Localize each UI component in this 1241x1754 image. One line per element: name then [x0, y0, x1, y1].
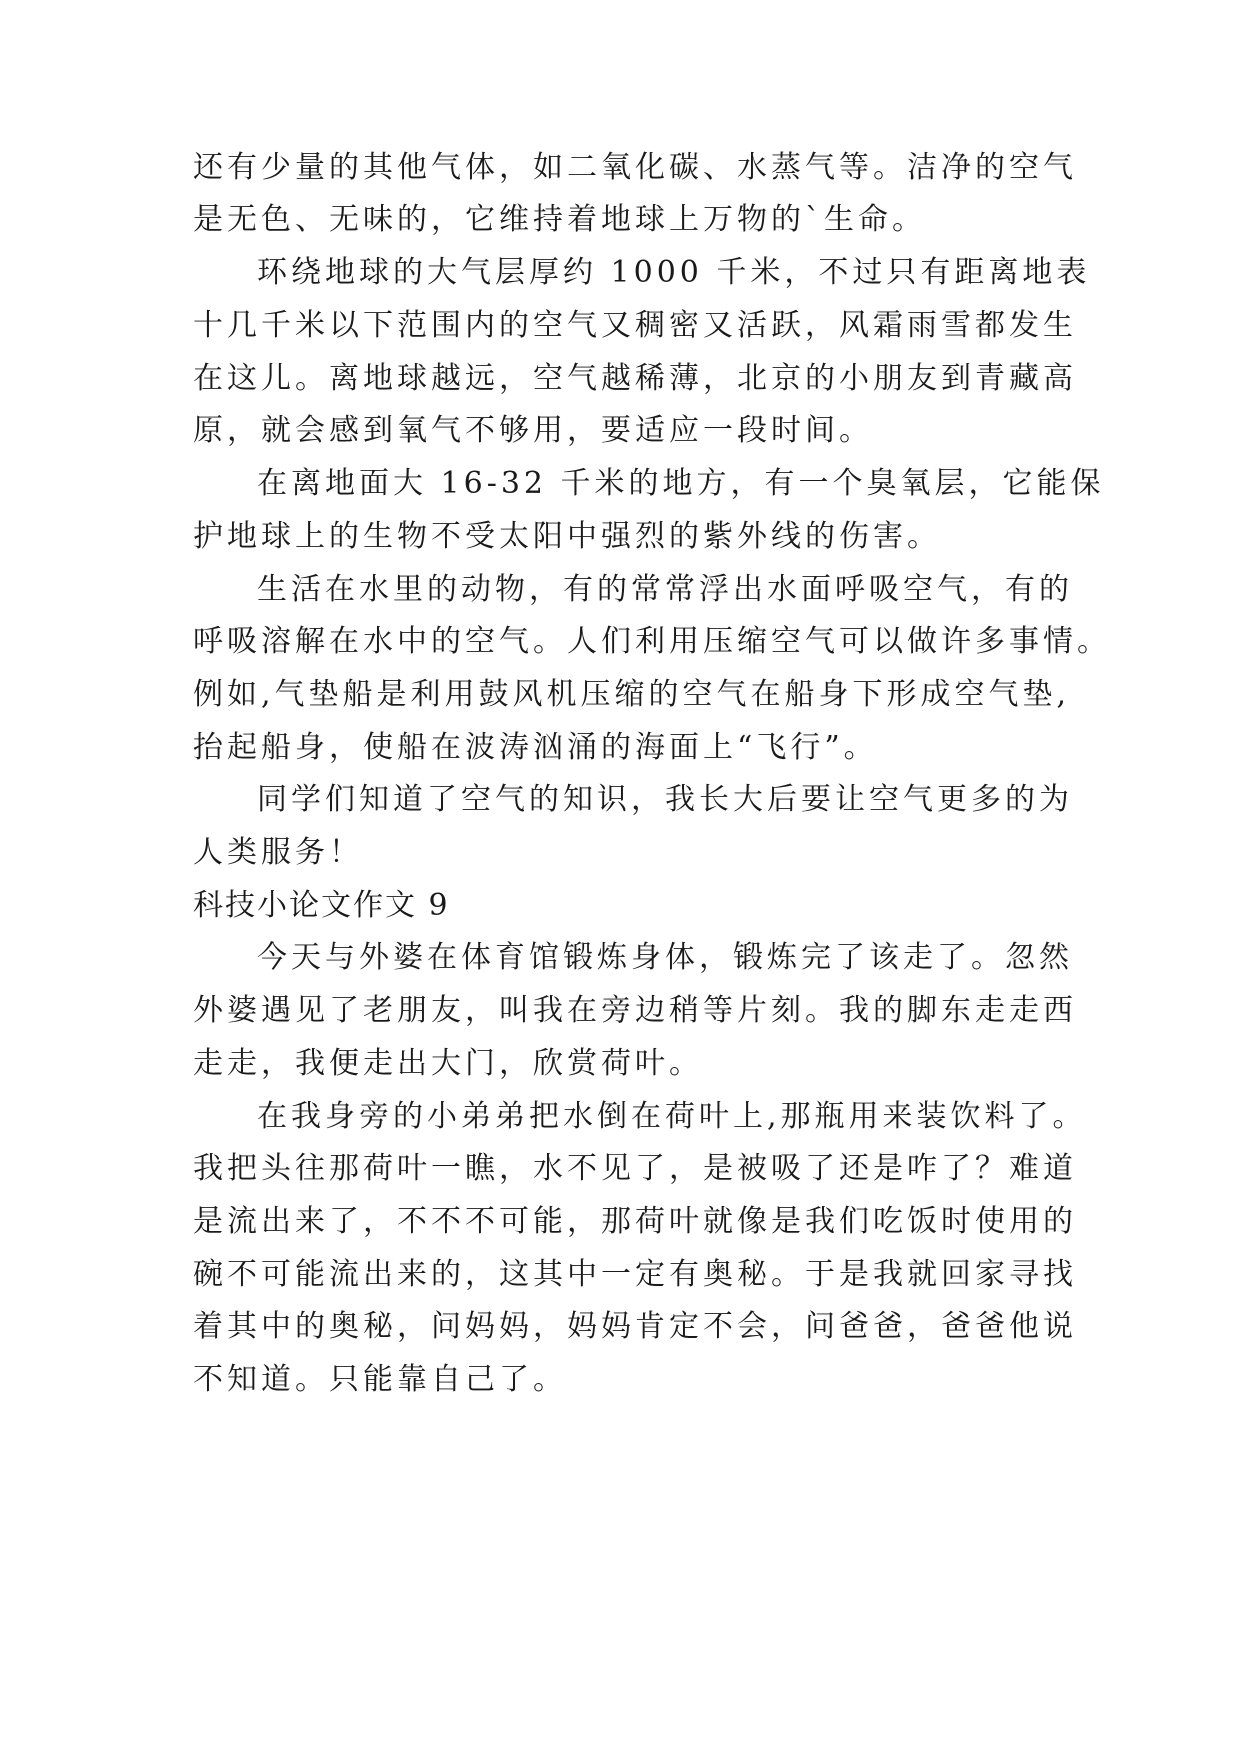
text-line: 原，就会感到氧气不够用，要适应一段时间。	[193, 413, 873, 448]
text-line: 十几千米以下范围内的空气又稠密又活跃，风霜雨雪都发生	[193, 308, 1077, 343]
text-line: 是无色、无味的，它维持着地球上万物的`生命。	[193, 202, 926, 237]
text-line: 不知道。只能靠自己了。	[193, 1362, 567, 1397]
paragraph-start-line: 今天与外婆在体育馆锻炼身体，锻炼完了该走了。忽然	[257, 940, 1073, 975]
text-line: 在这儿。离地球越远，空气越稀薄，北京的小朋友到青藏高	[193, 361, 1077, 396]
text-line: 人类服务！	[193, 835, 363, 870]
text-line: 着其中的奥秘，问妈妈，妈妈肯定不会，问爸爸，爸爸他说	[193, 1309, 1077, 1344]
text-line: 外婆遇见了老朋友，叫我在旁边稍等片刻。我的脚东走走西	[193, 993, 1077, 1028]
text-line: 是流出来了，不不不可能，那荷叶就像是我们吃饭时使用的	[193, 1204, 1077, 1239]
text-line: 例如,气垫船是利用鼓风机压缩的空气在船身下形成空气垫,	[193, 677, 1071, 712]
paragraph-start-line: 环绕地球的大气层厚约 1000 千米，不过只有距离地表	[257, 255, 1091, 290]
paragraph-start-line: 在我身旁的小弟弟把水倒在荷叶上,那瓶用来装饮料了。	[257, 1099, 1087, 1134]
text-line: 护地球上的生物不受太阳中强烈的紫外线的伤害。	[193, 519, 941, 554]
text-line: 走走，我便走出大门，欣赏荷叶。	[193, 1046, 703, 1081]
text-line: 呼吸溶解在水中的空气。人们利用压缩空气可以做许多事情。	[193, 624, 1111, 659]
paragraph-start-line: 同学们知道了空气的知识，我长大后要让空气更多的为	[257, 782, 1073, 817]
text-line: 我把头往那荷叶一瞧，水不见了，是被吸了还是咋了？难道	[193, 1151, 1077, 1186]
text-line: 碗不可能流出来的，这其中一定有奥秘。于是我就回家寻找	[193, 1257, 1077, 1292]
section-heading: 科技小论文作文 9	[193, 888, 450, 923]
text-line: 抬起船身，使船在波涛汹涌的海面上“飞行”。	[193, 730, 878, 765]
paragraph-start-line: 生活在水里的动物，有的常常浮出水面呼吸空气，有的	[257, 572, 1073, 607]
text-line: 还有少量的其他气体，如二氧化碳、水蒸气等。洁净的空气	[193, 150, 1077, 185]
paragraph-start-line: 在离地面大 16-32 千米的地方，有一个臭氧层，它能保	[257, 466, 1105, 501]
